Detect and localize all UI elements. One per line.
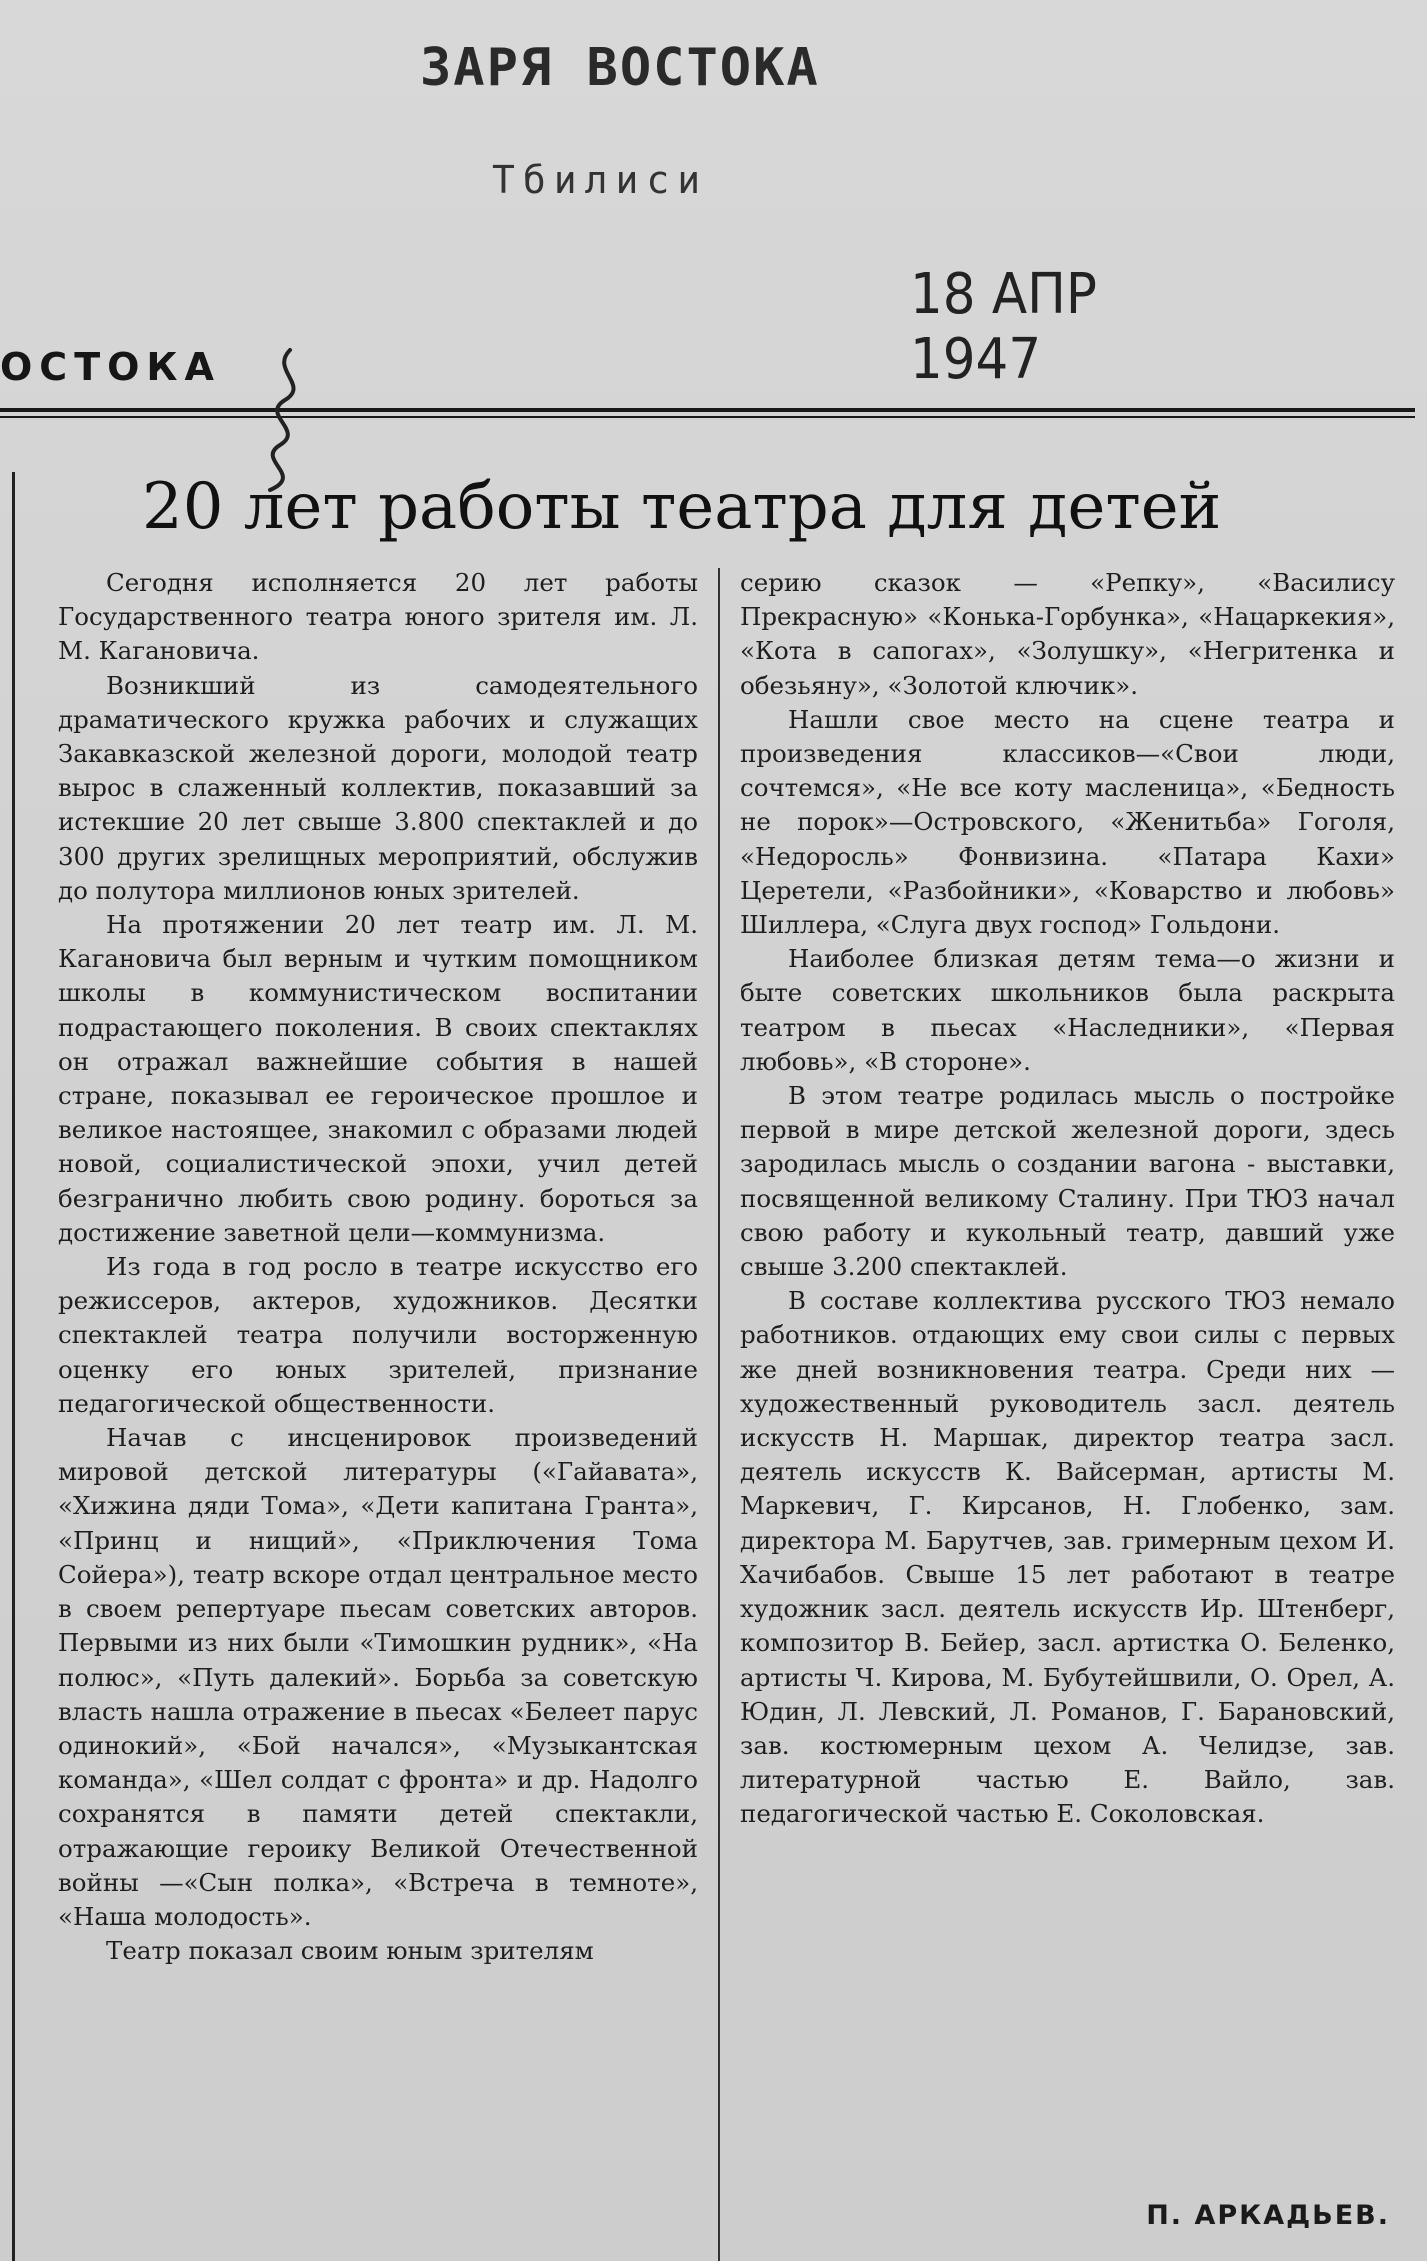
paragraph: На протяжении 20 лет театр им. Л. М. Кагановича был верным и чутким помощником школы в коммунистическом воспитании подрастающего поколения. В своих спектаклях он отражал важнейшие события в нашей стране, показывал ее героическое прошлое и великое настоящее, знакомил с образами людей новой, социалистической эпохи, учил детей безгранично любить свою родину. бороться за достижение заветной цели—коммунизма. [58,910,698,1247]
paragraph: В этом театре родилась мысль о постройке первой в мире детской железной дороги, здесь зародилась мысль о создании вагона - выставки, посвященной великому Сталину. При ТЮЗ начал свою работу и кукольный театр, давший уже свыше 3.200 спектаклей. [740,1081,1395,1282]
city-stamp: Тбилиси [492,158,709,202]
masthead-fragment: ОСТОКА [0,345,221,389]
date-stamp: 18 АПР 1947 [910,262,1097,392]
masthead-rule-thin [0,416,1415,418]
paragraph: Из года в год росло в театре искусство его режиссеров, актеров, художников. Десятки спектаклей театра получили восторженную оценку его юных зрителей, признание педагогической общественности. [58,1252,698,1418]
article-column-right [740,566,1395,2261]
column-border-left [12,472,15,2261]
paragraph: Возникший из самодеятельного драматического кружка рабочих и служащих Закавказской железной дороги, молодой театр вырос в слаженный коллектив, показавший за истекшие 20 лет свыше 3.800 спектаклей и до 300 других зрелищных мероприятий, обслужив до полутора миллионов юных зрителей. [58,670,698,905]
masthead-rule [0,408,1415,412]
article-headline: 20 лет работы театра для детей [142,470,1222,544]
newspaper-name-stamp: ЗАРЯ ВОСТОКА [420,38,820,98]
paragraph: Театр показал своим юным зрителям [106,1936,594,1966]
column-divider [718,568,720,2261]
paragraph: Начав с инсценировок произведений мировой детской литературы («Гайавата», «Хижина дяди Тома», «Дети капитана Гранта», «Принц и нищий», «Приключения Тома Сойера»), театр вскоре отдал центральное место в своем репертуаре пьесам советских авторов. Первыми из них были «Тимошкин рудник», «На полюс», «Путь далекий». Борьба за советскую власть нашла отражение в пьесах «Белеет парус одинокий», «Бой начался», «Музыкантская команда», «Шел солдат с фронта» и др. Надолго сохранятся в памяти детей спектакли, отражающие героику Великой Отечественной войны —«Сын полка», «Встреча в темноте», «Наша молодость». [58,1423,698,1931]
paragraph: Сегодня исполняется 20 лет работы Государственного театра юного зрителя им. Л. М. Кагановича. [58,568,698,666]
article-byline: П. АРКАДЬЕВ. [1146,2200,1390,2231]
paragraph: серию сказок — «Репку», «Василису Прекрасную» «Конька-Горбунка», «Нацаркекия», «Кота в сапогах», «Золушку», «Негритенка и обезьяну», «Золотой ключик». [740,568,1395,700]
paragraph: В составе коллектива русского ТЮЗ немало работников. отдающих ему свои силы с первых же дней возникновения театра. Среди них — художественный руководитель засл. деятель искусств Н. Маршак, директор театра засл. деятель искусств К. Вайсерман, артисты М. Маркевич, Г. Кирсанов, Н. Глобенко, зам. директора М. Барутчев, зав. гримерным цехом И. Хачибабов. Свыше 15 лет работают в театре художник засл. деятель искусств Ир. Штенберг, композитор В. Бейер, засл. артистка О. Беленко, артисты Ч. Кирова, М. Бубутейшвили, О. Орел, А. Юдин, Л. Левский, Л. Романов, Г. Барановский, зав. костюмерным цехом А. Челидзе, зав. литературной частью Е. Вайло, зав. педагогической частью Е. Соколовская. [740,1286,1395,1829]
paragraph: Нашли свое место на сцене театра и произведения классиков—«Свои люди, сочтемся», «Не все коту масленица», «Бедность не порок»—Островского, «Женитьба» Гоголя, «Недоросль» Фонвизина. «Патара Кахи» Церетели, «Разбойники», «Коварство и любовь» Шиллера, «Слуга двух господ» Гольдони. [740,704,1395,940]
article-column-left [58,566,698,2261]
paragraph: Наиболее близкая детям тема—о жизни и быте советских школьников была раскрыта театром в пьесах «Наследники», «Первая любовь», «В стороне». [740,944,1395,1076]
